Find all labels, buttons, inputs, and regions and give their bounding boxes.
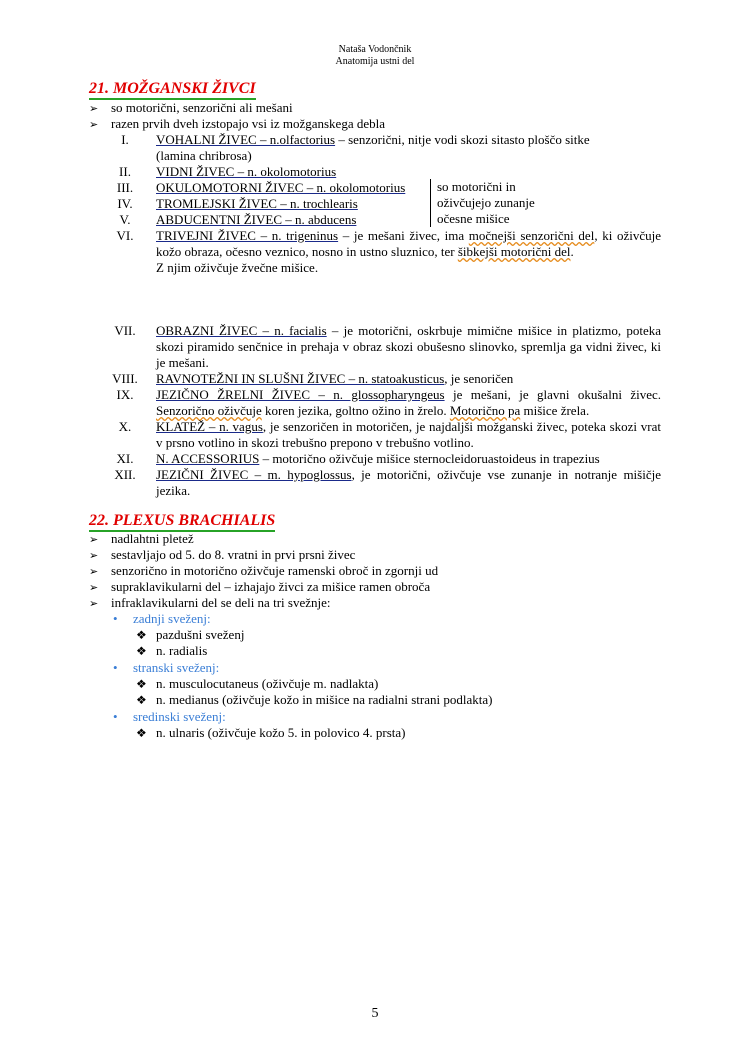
nerve-text: JEZIČNI ŽIVEC – m. hypoglossus, je motorični, oživčuje vse zunanje in notranje mišičje jezika. xyxy=(156,467,661,498)
nerve-text: OBRAZNI ŽIVEC – n. facialis – je motorični, oskrbuje mimične mišice in platizmo, poteka skozi piramido senčnice in prehaja v obraz skozi obušesno slinovko, spremlja ga vidni živec, ki je mešani. xyxy=(156,323,661,370)
document-subtitle: Anatomija ustni del xyxy=(335,56,415,67)
bundle-label: • sredinski sveženj: xyxy=(113,709,226,724)
bullet-item: ➢ sestavljajo od 5. do 8. vratni in prvi prsni živec xyxy=(89,547,356,562)
nerve-entry xyxy=(100,323,660,371)
nerve-name: N. ACCESSORIUS xyxy=(156,451,260,466)
nerve-name: JEZIČNI ŽIVEC – m. hypoglossus xyxy=(156,467,352,482)
arrowhead-bullet-icon: ➢ xyxy=(89,550,99,562)
highlighted-phrase: močnejši senzorični del xyxy=(468,228,595,243)
arrowhead-bullet-icon: ➢ xyxy=(89,103,99,115)
arrowhead-bullet-icon: ➢ xyxy=(89,119,99,131)
nerve-entry xyxy=(100,132,660,164)
nerve-number: I. xyxy=(121,132,129,147)
diamond-bullet-icon: ❖ xyxy=(136,726,147,740)
nerve-name: OKULOMOTORNI ŽIVEC – n. okolomotorius xyxy=(156,180,406,195)
highlighted-phrase: šibkejši motorični del xyxy=(457,244,571,259)
arrowhead-bullet-icon: ➢ xyxy=(89,566,99,578)
diamond-bullet-icon: ❖ xyxy=(136,644,147,658)
nerve-entry xyxy=(100,387,660,419)
nerve-number: VI. xyxy=(116,228,134,243)
author-name: Nataša Vodončnik xyxy=(338,44,412,55)
arrowhead-bullet-icon: ➢ xyxy=(89,534,99,546)
nerve-number: XI. xyxy=(116,451,134,466)
bundle-label: • zadnji sveženj: xyxy=(113,611,211,626)
dot-bullet-icon: • xyxy=(113,709,118,724)
list-item: ❖ pazdušni sveženj xyxy=(136,627,245,642)
section-21-heading: 21. MOŽGANSKI ŽIVCI xyxy=(89,80,256,98)
nerve-number: V. xyxy=(119,212,131,227)
nerve-text: VOHALNI ŽIVEC – n.olfactorius – senzorični, nitje vodi skozi sitasto ploščo sitke (lamina chribrosa) xyxy=(156,132,590,163)
section-22-heading: 22. PLEXUS BRACHIALIS xyxy=(89,512,275,530)
list-item: ❖ n. radialis xyxy=(136,643,208,658)
bullet-item: ➢ infraklavikularni del se deli na tri svežnje: xyxy=(89,595,331,610)
diamond-bullet-icon: ❖ xyxy=(136,693,147,707)
nerve-name: ABDUCENTNI ŽIVEC – n. abducens xyxy=(156,212,357,227)
nerve-name: TRIVEJNI ŽIVEC – n. trigeninus xyxy=(156,228,339,243)
nerve-name: TROMLEJSKI ŽIVEC – n. trochlearis xyxy=(156,196,358,211)
bullet-item: ➢ nadlahtni pletež xyxy=(89,531,194,546)
bullet-item: ➢ so motorični, senzorični ali mešani xyxy=(89,100,293,115)
nerve-text: RAVNOTEŽNI IN SLUŠNI ŽIVEC – n. statoakusticus, je senoričen xyxy=(156,371,514,386)
nerve-name: VIDNI ŽIVEC – n. okolomotorius xyxy=(156,164,337,179)
nerve-name: JEZIČNO ŽRELNI ŽIVEC – n. glossopharyngeus xyxy=(156,387,445,402)
nerve-number: XII. xyxy=(114,467,136,482)
nerve-number: IV. xyxy=(117,196,133,211)
nerve-number: IX. xyxy=(116,387,134,402)
list-item: ❖ n. musculocutaneus (oživčuje m. nadlakta) xyxy=(136,676,379,691)
eye-muscle-group-note: so motorični in oživčujejo zunanje očesne mišice xyxy=(430,179,597,227)
nerve-number: II. xyxy=(119,164,131,179)
list-item: ❖ n. ulnaris (oživčuje kožo 5. in polovico 4. prsta) xyxy=(136,725,406,740)
bundle-label: • stranski sveženj: xyxy=(113,660,220,675)
diamond-bullet-icon: ❖ xyxy=(136,628,147,642)
nerve-number: III. xyxy=(116,180,134,195)
nerve-number: VII. xyxy=(114,323,136,338)
nerve-entry xyxy=(100,467,660,499)
bullet-item: ➢ razen prvih dveh izstopajo vsi iz možganskega debla xyxy=(89,116,385,131)
list-item: ❖ n. medianus (oživčuje kožo in mišice na radialni strani podlakta) xyxy=(136,692,493,707)
nerve-name: OBRAZNI ŽIVEC – n. facialis xyxy=(156,323,327,338)
nerve-text: KLATEŽ – n. vagus, je senzoričen in motoričen, je najdaljši možganski živec, poteka skozi vrat v prsno votlino in skozi trebušno prepono v trebušno votlino. xyxy=(156,419,661,450)
highlighted-phrase: Senzorično oživčuje xyxy=(156,403,262,418)
nerve-text: JEZIČNO ŽRELNI ŽIVEC – n. glossopharyngeus je mešani, je glavni okušalni živec. Senzorično oživčuje koren jezika, goltno ožino in žrelo. Motorično pa mišice žrela. xyxy=(156,387,661,418)
page-number: 5 xyxy=(371,1006,379,1021)
dot-bullet-icon: • xyxy=(113,611,118,626)
arrowhead-bullet-icon: ➢ xyxy=(89,598,99,610)
nerve-number: VIII. xyxy=(112,371,138,386)
page-header xyxy=(0,44,750,68)
highlighted-phrase: Motorično pa xyxy=(449,403,521,418)
nerve-text: N. ACCESSORIUS – motorično oživčuje mišice sternocleidoruastoideus in trapezius xyxy=(156,451,600,466)
bullet-item: ➢ supraklavikularni del – izhajajo živci za mišice ramen obroča xyxy=(89,579,431,594)
dot-bullet-icon: • xyxy=(113,660,118,675)
nerve-text xyxy=(156,164,661,180)
nerve-name: KLATEŽ – n. vagus xyxy=(156,419,263,434)
bullet-item: ➢ senzorično in motorično oživčuje ramenski obroč in zgornji ud xyxy=(89,563,439,578)
nerve-text: TRIVEJNI ŽIVEC – n. trigeninus – je mešani živec, ima močnejši senzorični del, ki oživčuje kožo obraza, očesno veznico, nosno in ustno sluznico, ter šibkejši motorični del. Z njim oživčuje žvečne mišice. xyxy=(156,228,661,275)
nerve-name: VOHALNI ŽIVEC – n.olfactorius xyxy=(156,132,336,147)
nerve-name: RAVNOTEŽNI IN SLUŠNI ŽIVEC – n. statoakusticus xyxy=(156,371,445,386)
nerve-entry xyxy=(100,228,660,276)
nerve-entry xyxy=(100,419,660,451)
arrowhead-bullet-icon: ➢ xyxy=(89,582,99,594)
diamond-bullet-icon: ❖ xyxy=(136,677,147,691)
nerve-number: X. xyxy=(118,419,132,434)
